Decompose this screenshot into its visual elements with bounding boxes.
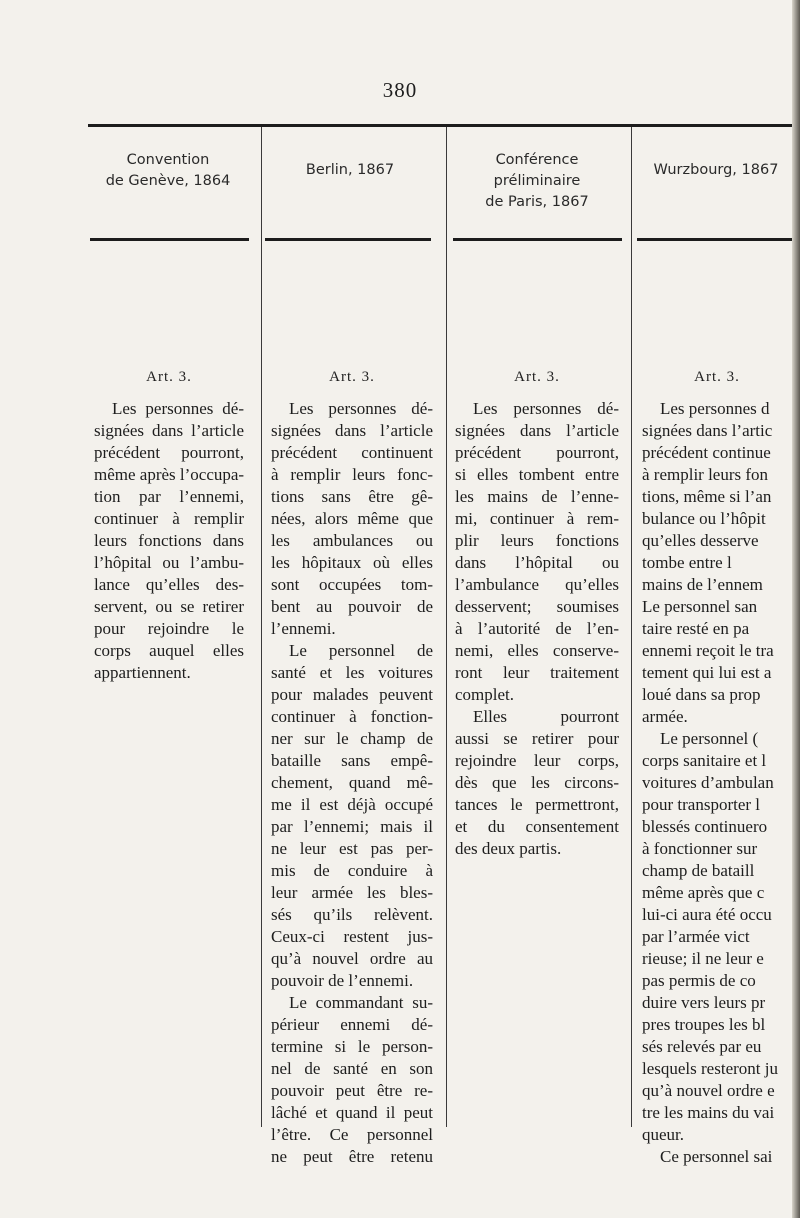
- text-line: Elles pourront: [473, 707, 619, 726]
- text-line: tion par l’ennemi,: [94, 487, 244, 506]
- text-line: et du consentement: [455, 817, 619, 836]
- article-title: Art. 3.: [146, 369, 192, 385]
- text-line: à fonctionner sur: [642, 839, 758, 858]
- text-line: tombe entre l: [642, 553, 732, 572]
- text-line: mi, continuer à rem-: [455, 509, 619, 528]
- text-line: pouvoir peut être re-: [271, 1081, 433, 1100]
- text-line: bent au pouvoir de: [271, 597, 433, 616]
- text-line: duire vers leurs pr: [642, 993, 766, 1012]
- text-line: continuer à remplir: [94, 509, 244, 528]
- text-line: pour rejoindre le: [94, 619, 244, 638]
- text-line: chement, quand mê-: [271, 773, 433, 792]
- text-line: nemi, elles conserve-: [455, 641, 619, 660]
- text-line: tement qui lui est a: [642, 663, 772, 682]
- text-line: même après que c: [642, 883, 765, 902]
- column-rule-3: [631, 127, 632, 1127]
- text-line: même après l’occupa-: [94, 465, 245, 484]
- text-line: tions sans être gê-: [271, 487, 433, 506]
- text-line: signées dans l’artic: [642, 421, 773, 440]
- text-line: Les personnes dé-: [289, 399, 433, 418]
- text-line: lesquels resteront ju: [642, 1059, 778, 1078]
- column-rule-1: [261, 127, 262, 1127]
- article-title: Art. 3.: [329, 369, 375, 385]
- text-line: bataille sans empê-: [271, 751, 433, 770]
- text-line: aussi se retirer pour: [455, 729, 619, 748]
- text-line: Ceux-ci restent jus-: [271, 927, 433, 946]
- text-line: bulance ou l’hôpit: [642, 509, 766, 528]
- text-line: sont occupées tom-: [271, 575, 433, 594]
- text-line: pouvoir de l’ennemi.: [271, 971, 414, 990]
- column-heading-line: Berlin, 1867: [305, 162, 395, 178]
- text-line: plir leurs fonctions: [455, 531, 619, 550]
- text-line: les ambulances ou: [271, 531, 433, 550]
- column-geneve: [94, 366, 244, 684]
- text-line: lui-ci aura été occu: [642, 905, 772, 924]
- text-line: à remplir leurs fonc-: [271, 465, 433, 484]
- text-line: servent, ou se retirer: [94, 597, 244, 616]
- text-line: dès que les circons-: [455, 773, 619, 792]
- text-line: tre les mains du vai: [642, 1103, 775, 1122]
- text-line: si elles tombent entre: [455, 465, 619, 484]
- text-line: lâché et quand il peut: [271, 1103, 433, 1122]
- column-heading-line: de Genève, 1864: [105, 173, 231, 189]
- text-line: les hôpitaux où elles: [271, 553, 433, 572]
- text-line: leurs fonctions dans: [94, 531, 244, 550]
- text-line: appartiennent.: [94, 663, 191, 682]
- text-line: ner sur le champ de: [271, 729, 433, 748]
- column-heading-paris: [452, 150, 622, 213]
- text-line: corps auquel elles: [94, 641, 244, 660]
- text-line: Les personnes dé-: [112, 399, 244, 418]
- article-text: [455, 398, 619, 860]
- text-line: signées dans l’article: [271, 421, 433, 440]
- text-line: ne leur est pas per-: [271, 839, 433, 858]
- column-heading-line: Convention: [126, 152, 210, 168]
- text-line: qu’à nouvel ordre au: [271, 949, 433, 968]
- text-line: blessés continuero: [642, 817, 768, 836]
- column-heading-wurzbourg: [636, 160, 796, 181]
- text-line: loué dans sa prop: [642, 685, 761, 704]
- text-line: termine si le person-: [271, 1037, 433, 1056]
- article-text: [94, 398, 244, 684]
- text-line: nées, alors même que: [271, 509, 433, 528]
- article-text: [642, 398, 792, 1168]
- column-berlin: [271, 366, 433, 1168]
- text-line: Le personnel (: [660, 729, 759, 748]
- text-line: Ce personnel sai: [660, 1147, 773, 1166]
- page-binding-edge: [792, 0, 800, 1218]
- article-title: Art. 3.: [694, 369, 740, 385]
- text-line: pour transporter l: [642, 795, 761, 814]
- text-line: rieuse; il ne leur e: [642, 949, 764, 968]
- column-paris: [455, 366, 619, 860]
- article-title: Art. 3.: [514, 369, 560, 385]
- text-line: des deux partis.: [455, 839, 562, 858]
- text-line: pres troupes les bl: [642, 1015, 766, 1034]
- text-line: pour malades peuvent: [271, 685, 433, 704]
- text-line: complet.: [455, 685, 515, 704]
- text-line: queur.: [642, 1125, 685, 1144]
- text-line: tances le permettront,: [455, 795, 619, 814]
- text-line: Le personnel de: [289, 641, 433, 660]
- text-line: signées dans l’article: [94, 421, 244, 440]
- text-line: Le personnel san: [642, 597, 758, 616]
- text-line: mains de l’ennem: [642, 575, 763, 594]
- text-line: à remplir leurs fon: [642, 465, 769, 484]
- text-line: signées dans l’article: [455, 421, 619, 440]
- text-line: Les personnes d: [660, 399, 770, 418]
- text-line: sés qu’ils relèvent.: [271, 905, 433, 924]
- header-rule-2: [265, 238, 431, 241]
- text-line: à l’autorité de l’en-: [455, 619, 619, 638]
- column-heading-line: de Paris, 1867: [485, 194, 589, 210]
- header-rule-1: [90, 238, 249, 241]
- text-line: nel de santé en son: [271, 1059, 433, 1078]
- column-heading-line: Wurzbourg, 1867: [653, 162, 779, 178]
- article-text: [271, 398, 433, 1168]
- text-line: santé et les voitures: [271, 663, 433, 682]
- column-heading-berlin: [268, 160, 432, 181]
- text-line: par l’ennemi; mais il: [271, 817, 433, 836]
- text-line: précédent continue: [642, 443, 771, 462]
- text-line: continuer à fonction-: [271, 707, 433, 726]
- top-rule: [88, 124, 800, 127]
- text-line: précédent continuent: [271, 443, 433, 462]
- page-number: 380: [382, 78, 418, 102]
- text-line: leur armée les bles-: [271, 883, 433, 902]
- text-line: qu’elles desserve: [642, 531, 759, 550]
- column-heading-geneve: [94, 150, 242, 192]
- text-line: ne peut être retenu: [271, 1147, 433, 1166]
- text-line: l’ambulance qu’elles: [455, 575, 619, 594]
- text-line: qu’à nouvel ordre e: [642, 1081, 775, 1100]
- header-rule-3: [453, 238, 622, 241]
- text-line: mis de conduire à: [271, 861, 433, 880]
- text-line: l’être. Ce personnel: [271, 1125, 433, 1144]
- text-line: l’hôpital ou l’ambu-: [94, 553, 244, 572]
- text-line: ennemi reçoit le tra: [642, 641, 774, 660]
- text-line: corps sanitaire et l: [642, 751, 767, 770]
- text-line: lance qu’elles des-: [94, 575, 244, 594]
- text-line: sés relevés par eu: [642, 1037, 762, 1056]
- header-rule-4: [637, 238, 792, 241]
- text-line: champ de bataill: [642, 861, 755, 880]
- text-line: taire resté en pa: [642, 619, 750, 638]
- text-line: précédent pourront,: [94, 443, 244, 462]
- text-line: périeur ennemi dé-: [271, 1015, 433, 1034]
- text-line: ront leur traitement: [455, 663, 619, 682]
- text-line: les mains de l’enne-: [455, 487, 619, 506]
- text-line: me il est déjà occupé: [271, 795, 433, 814]
- text-line: par l’armée vict: [642, 927, 750, 946]
- text-line: voitures d’ambulan: [642, 773, 774, 792]
- text-line: dans l’hôpital ou: [455, 553, 619, 572]
- text-line: tions, même si l’an: [642, 487, 772, 506]
- text-line: desservent; soumises: [455, 597, 619, 616]
- text-line: rejoindre leur corps,: [455, 751, 619, 770]
- column-heading-line: Conférence préliminaire: [493, 152, 581, 189]
- column-rule-2: [446, 127, 447, 1127]
- text-line: précédent pourront,: [455, 443, 619, 462]
- text-line: l’ennemi.: [271, 619, 336, 638]
- column-wurzbourg: [642, 366, 792, 1168]
- text-line: pas permis de co: [642, 971, 756, 990]
- text-line: armée.: [642, 707, 688, 726]
- text-line: Le commandant su-: [289, 993, 433, 1012]
- text-line: Les personnes dé-: [473, 399, 619, 418]
